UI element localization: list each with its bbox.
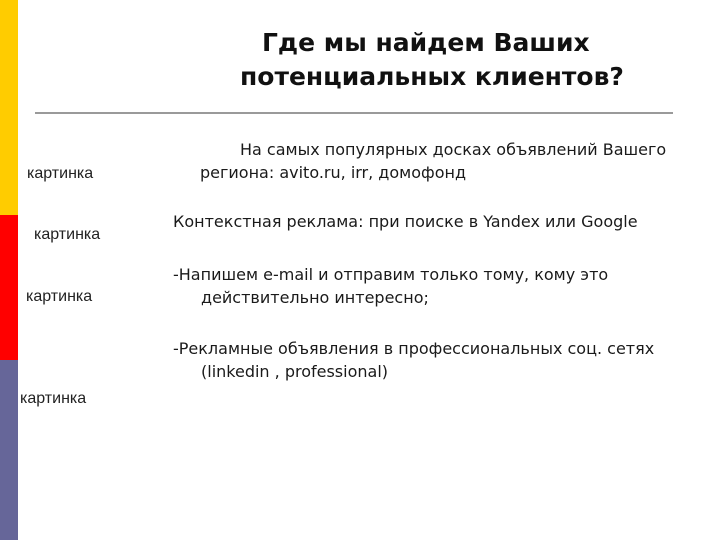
channel-item-boards — [200, 138, 666, 184]
picture-placeholder-4: картинка — [20, 390, 87, 407]
channel-item-context-ads-line-1: Контекстная реклама: при поиске в Yandex или Google — [173, 212, 638, 231]
channel-item-social-line-1: -Рекламные объявления в профессиональных соц. сетях — [173, 339, 655, 358]
channel-item-boards-line-2: региона: avito.ru, irr, домофонд — [200, 163, 467, 182]
picture-placeholder-3: картинка — [26, 288, 93, 305]
slide-title — [200, 26, 720, 94]
accent-bar-red — [0, 215, 18, 360]
title-divider — [35, 112, 673, 114]
accent-bar-yellow — [0, 0, 18, 215]
accent-bar-purple — [0, 360, 18, 540]
channel-item-boards-line-1: На самых популярных досках объявлений Вашего — [240, 140, 667, 159]
picture-placeholder-2: картинка — [34, 226, 101, 243]
channel-item-context-ads — [173, 210, 638, 233]
channel-item-social-line-2: (linkedin , professional) — [201, 362, 388, 381]
channel-item-email — [173, 263, 608, 309]
channel-item-email-line-1: -Напишем e-mail и отправим только тому, кому это — [173, 265, 609, 284]
picture-placeholder-1: картинка — [27, 165, 94, 182]
channel-item-social — [173, 337, 654, 383]
slide-title-line-2: потенциальных клиентов? — [240, 62, 624, 91]
slide-title-line-1: Где мы найдем Ваших — [262, 28, 590, 57]
channel-item-email-line-2: действительно интересно; — [201, 288, 429, 307]
